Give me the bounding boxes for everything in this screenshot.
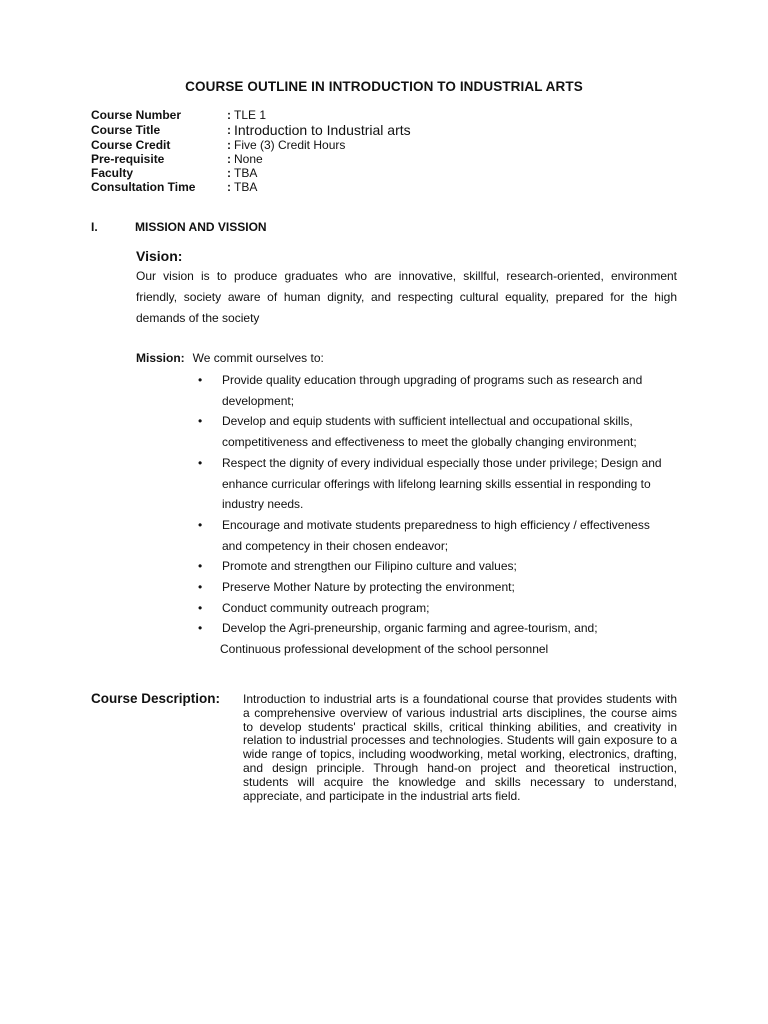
info-label: Consultation Time (91, 180, 196, 194)
list-item (198, 453, 668, 515)
course-description-text: Introduction to industrial arts is a foundational course that provides students with a comprehensive overview of various industrial arts disciplines, the course aims to develop students' practical skills, critical thinking abilities, and creativity in relation to industrial processes and technologies. Students will gain exposure to a wide range of topics, including woodworking, metal working, electronics, drafting, and design principle. Through hand-on project and theoretical instruction, students will acquire the knowledge and skills necessary to understand, appreciate, and participate in the industrial arts field. (243, 692, 677, 803)
info-value: TBA (234, 166, 258, 180)
list-item (198, 411, 668, 452)
mission-intro: We commit ourselves to: (192, 351, 324, 365)
info-row-faculty (91, 166, 411, 180)
info-value: Introduction to Industrial arts (234, 122, 411, 138)
vision-paragraph: Our vision is to produce graduates who are innovative, skillful, research-oriented, environment friendly, society aware of human dignity, and respecting cultural equality, prepared for the high demands of the society (136, 269, 677, 325)
info-value: Five (3) Credit Hours (234, 138, 346, 152)
info-label: Course Title (91, 123, 161, 137)
bullet-icon: • (198, 517, 203, 532)
info-label: Pre-requisite (91, 152, 165, 166)
bullet-icon: • (198, 414, 203, 429)
info-colon: : (227, 152, 231, 166)
mission-line (136, 351, 324, 365)
list-item (198, 577, 668, 598)
info-label: Course Credit (91, 138, 171, 152)
mission-list (198, 370, 668, 660)
info-row-course-credit (91, 138, 411, 152)
info-label: Faculty (91, 166, 134, 180)
info-colon: : (227, 180, 231, 194)
bullet-icon: • (198, 580, 203, 595)
list-item (198, 515, 668, 556)
info-row-course-title (91, 122, 411, 138)
list-item (198, 556, 668, 577)
info-colon: : (227, 123, 231, 137)
course-info-table (91, 108, 411, 194)
list-item-text: Encourage and motivate students preparedness to high efficiency / effectiveness and competency in their chosen endeavor; (222, 517, 650, 553)
bullet-icon: • (198, 621, 203, 636)
list-item-text: Preserve Mother Nature by protecting the environment; (222, 580, 515, 595)
section-title: MISSION AND VISSION (135, 220, 267, 234)
list-item (198, 598, 668, 619)
info-value: TBA (234, 180, 258, 194)
list-item (198, 370, 668, 411)
document-title: COURSE OUTLINE IN INTRODUCTION TO INDUSTRIAL ARTS (185, 79, 583, 94)
list-item (198, 618, 668, 639)
course-description-label: Course Description: (91, 691, 221, 706)
info-row-consultation-time (91, 180, 411, 194)
mission-heading: Mission: (136, 351, 185, 365)
info-value: None (234, 152, 263, 166)
info-colon: : (227, 138, 231, 152)
bullet-icon: • (198, 373, 203, 387)
bullet-icon: • (198, 559, 203, 574)
info-row-prerequisite (91, 152, 411, 166)
section-number: I. (91, 220, 98, 234)
section-heading (91, 220, 267, 234)
info-colon: : (227, 108, 231, 122)
bullet-icon: • (198, 600, 203, 615)
list-item-text: Develop the Agri-preneurship, organic farming and agree-tourism, and; (222, 621, 598, 636)
vision-heading: Vision: (136, 248, 183, 264)
info-colon: : (227, 166, 231, 180)
info-value: TLE 1 (234, 108, 267, 122)
list-item-continuation: Continuous professional development of the school personnel (220, 642, 549, 657)
list-item-text: Conduct community outreach program; (222, 600, 430, 615)
list-item-text: Promote and strengthen our Filipino culture and values; (222, 559, 517, 574)
list-item-text: Develop and equip students with sufficient intellectual and occupational skills, competitiveness and effectiveness to meet the globally changing environment; (222, 414, 637, 450)
info-row-course-number (91, 108, 411, 122)
info-label: Course Number (91, 108, 182, 122)
list-item-text: Respect the dignity of every individual especially those under privilege; Design and enhance curricular offerings with lifelong learning skills essential in responding to industry needs. (222, 455, 662, 512)
bullet-icon: • (198, 455, 203, 470)
list-item-text: Provide quality education through upgrading of programs such as research and development; (222, 373, 643, 408)
